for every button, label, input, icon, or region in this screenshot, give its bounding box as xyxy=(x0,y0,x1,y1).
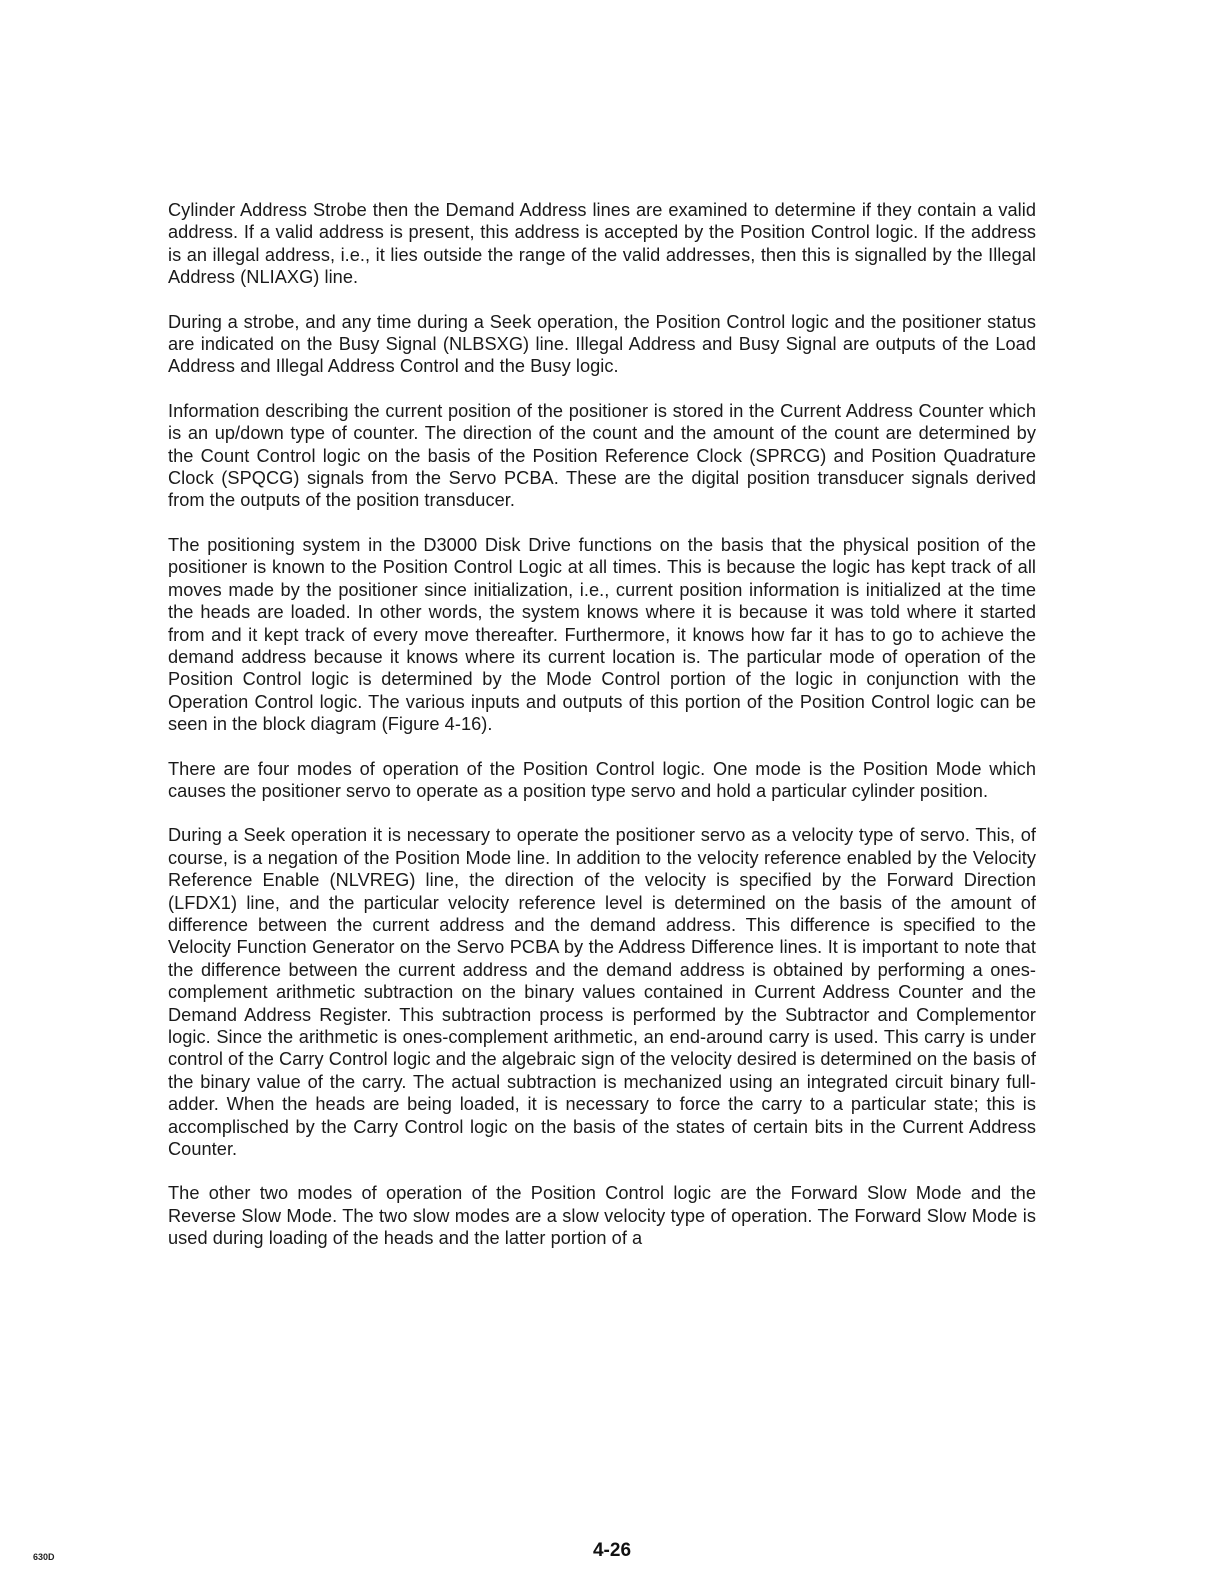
paragraph-cylinder-address-strobe: Cylinder Address Strobe then the Demand Address lines are examined to determine if they contain a valid address. If a valid address is present, this address is accepted by the Position Control logic. If the address is an illegal address, i.e., it lies outside the range of the valid addresses, then this is signalled by the Illegal Address (NLIAXG) line. xyxy=(168,200,1036,288)
document-code: 630D xyxy=(33,1552,55,1562)
paragraph-positioning-system: The positioning system in the D3000 Disk Drive functions on the basis that the physical position of the positioner is known to the Position Control Logic at all times. This is because the logic has kept track of all moves made by the positioner since initialization, i.e., current position information is initialized at the time the heads are loaded. In other words, the system knows where it is because it was told where it started from and it kept track of every move thereafter. Furthermore, it knows how far it has to go to achieve the demand address because it knows where its current location is. The particular mode of operation of the Position Control logic is determined by the Mode Control portion of the logic in conjunction with the Operation Control logic. The various inputs and outputs of this portion of the Position Control logic can be seen in the block diagram (Figure 4-16). xyxy=(168,534,1036,735)
paragraph-slow-modes: The other two modes of operation of the Position Control logic are the Forward Slow Mode and the Reverse Slow Mode. The two slow modes are a slow velocity type of operation. The Forward Slow Mode is used during loading of the heads and the latter portion of a xyxy=(168,1183,1036,1249)
paragraph-four-modes: There are four modes of operation of the Position Control logic. One mode is the Position Mode which causes the positioner servo to operate as a position type servo and hold a particular cylinder position. xyxy=(168,758,1036,801)
page-body xyxy=(168,199,1036,1272)
paragraph-busy-signal: During a strobe, and any time during a Seek operation, the Position Control logic and the positioner status are indicated on the Busy Signal (NLBSXG) line. Illegal Address and Busy Signal are outputs of the Load Address and Illegal Address Control and the Busy logic. xyxy=(168,311,1036,377)
paragraph-current-address-counter: Information describing the current position of the positioner is stored in the Current Address Counter which is an up/down type of counter. The direction of the count and the amount of the count are determined by the Count Control logic on the basis of the Position Reference Clock (SPRCG) and Position Quadrature Clock (SPQCG) signals from the Servo PCBA. These are the digital position transducer signals derived from the outputs of the position transducer. xyxy=(168,400,1036,511)
page-number: 4-26 xyxy=(592,1540,632,1561)
paragraph-seek-operation: During a Seek operation it is necessary to operate the positioner servo as a velocity type of servo. This, of course, is a negation of the Position Mode line. In addition to the velocity reference enabled by the Velocity Reference Enable (NLVREG) line, the direction of the velocity is specified by the Forward Direction (LFDX1) line, and the particular velocity reference level is determined on the basis of the amount of difference between the current address and the demand address. This difference is specified to the Velocity Function Generator on the Servo PCBA by the Address Difference lines. It is important to note that the difference between the current address and the demand address is obtained by performing a ones-complement arithmetic subtraction on the binary values contained in Current Address Counter and the Demand Address Register. This subtraction process is performed by the Subtractor and Complementor logic. Since the arithmetic is ones-complement arithmetic, an end-around carry is used. This carry is under control of the Carry Control logic and the algebraic sign of the velocity desired is determined on the basis of the binary value of the carry. The actual subtraction is mechanized using an integrated circuit binary full-adder. When the heads are being loaded, it is necessary to force the carry to a particular state; this is accomplisched by the Carry Control logic on the basis of the states of certain bits in the Current Address Counter. xyxy=(168,825,1036,1160)
